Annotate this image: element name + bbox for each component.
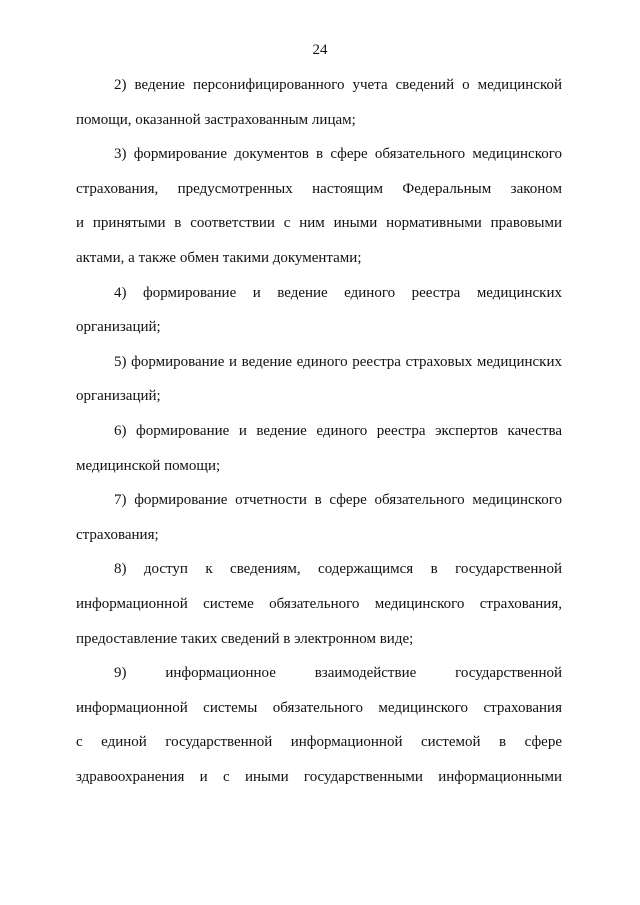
- text-line: 2) ведение персонифицированного учета сведений о медицинской: [114, 77, 562, 93]
- document-body: [76, 75, 562, 801]
- text-line: страхования, предусмотренных настоящим Федеральным законом: [76, 180, 562, 197]
- text-line: с единой государственной информационной системой в сфере: [76, 734, 562, 751]
- text-line: предоставление таких сведений в электронном виде;: [76, 630, 414, 647]
- text-line: информационной системы обязательного медицинского страхования: [76, 699, 562, 716]
- text-line: и принятыми в соответствии с ним иными нормативными правовыми: [76, 215, 562, 232]
- text-line: здравоохранения и с иными государственными информационными: [76, 768, 562, 785]
- text-line: организаций;: [76, 388, 161, 405]
- text-line: организаций;: [76, 319, 161, 336]
- text-line: 5) формирование и ведение единого реестра страховых медицинских: [114, 353, 562, 370]
- text-line: информационной системе обязательного медицинского страхования,: [76, 595, 562, 612]
- text-line: 7) формирование отчетности в сфере обязательного медицинского: [114, 492, 562, 509]
- text-line: 9) информационное взаимодействие государственной: [114, 665, 562, 682]
- text-line: медицинской помощи;: [76, 457, 221, 474]
- text-line: помощи, оказанной застрахованным лицам;: [76, 111, 356, 128]
- page-number: 24: [312, 42, 328, 58]
- text-line: 4) формирование и ведение единого реестра медицинских: [114, 284, 562, 301]
- text-line: актами, а также обмен такими документами;: [76, 249, 362, 266]
- text-line: 8) доступ к сведениям, содержащимся в государственной: [114, 561, 562, 578]
- text-line: страхования;: [76, 526, 159, 543]
- text-line: 3) формирование документов в сфере обязательного медицинского: [114, 146, 562, 163]
- text-line: 6) формирование и ведение единого реестра экспертов качества: [114, 422, 562, 439]
